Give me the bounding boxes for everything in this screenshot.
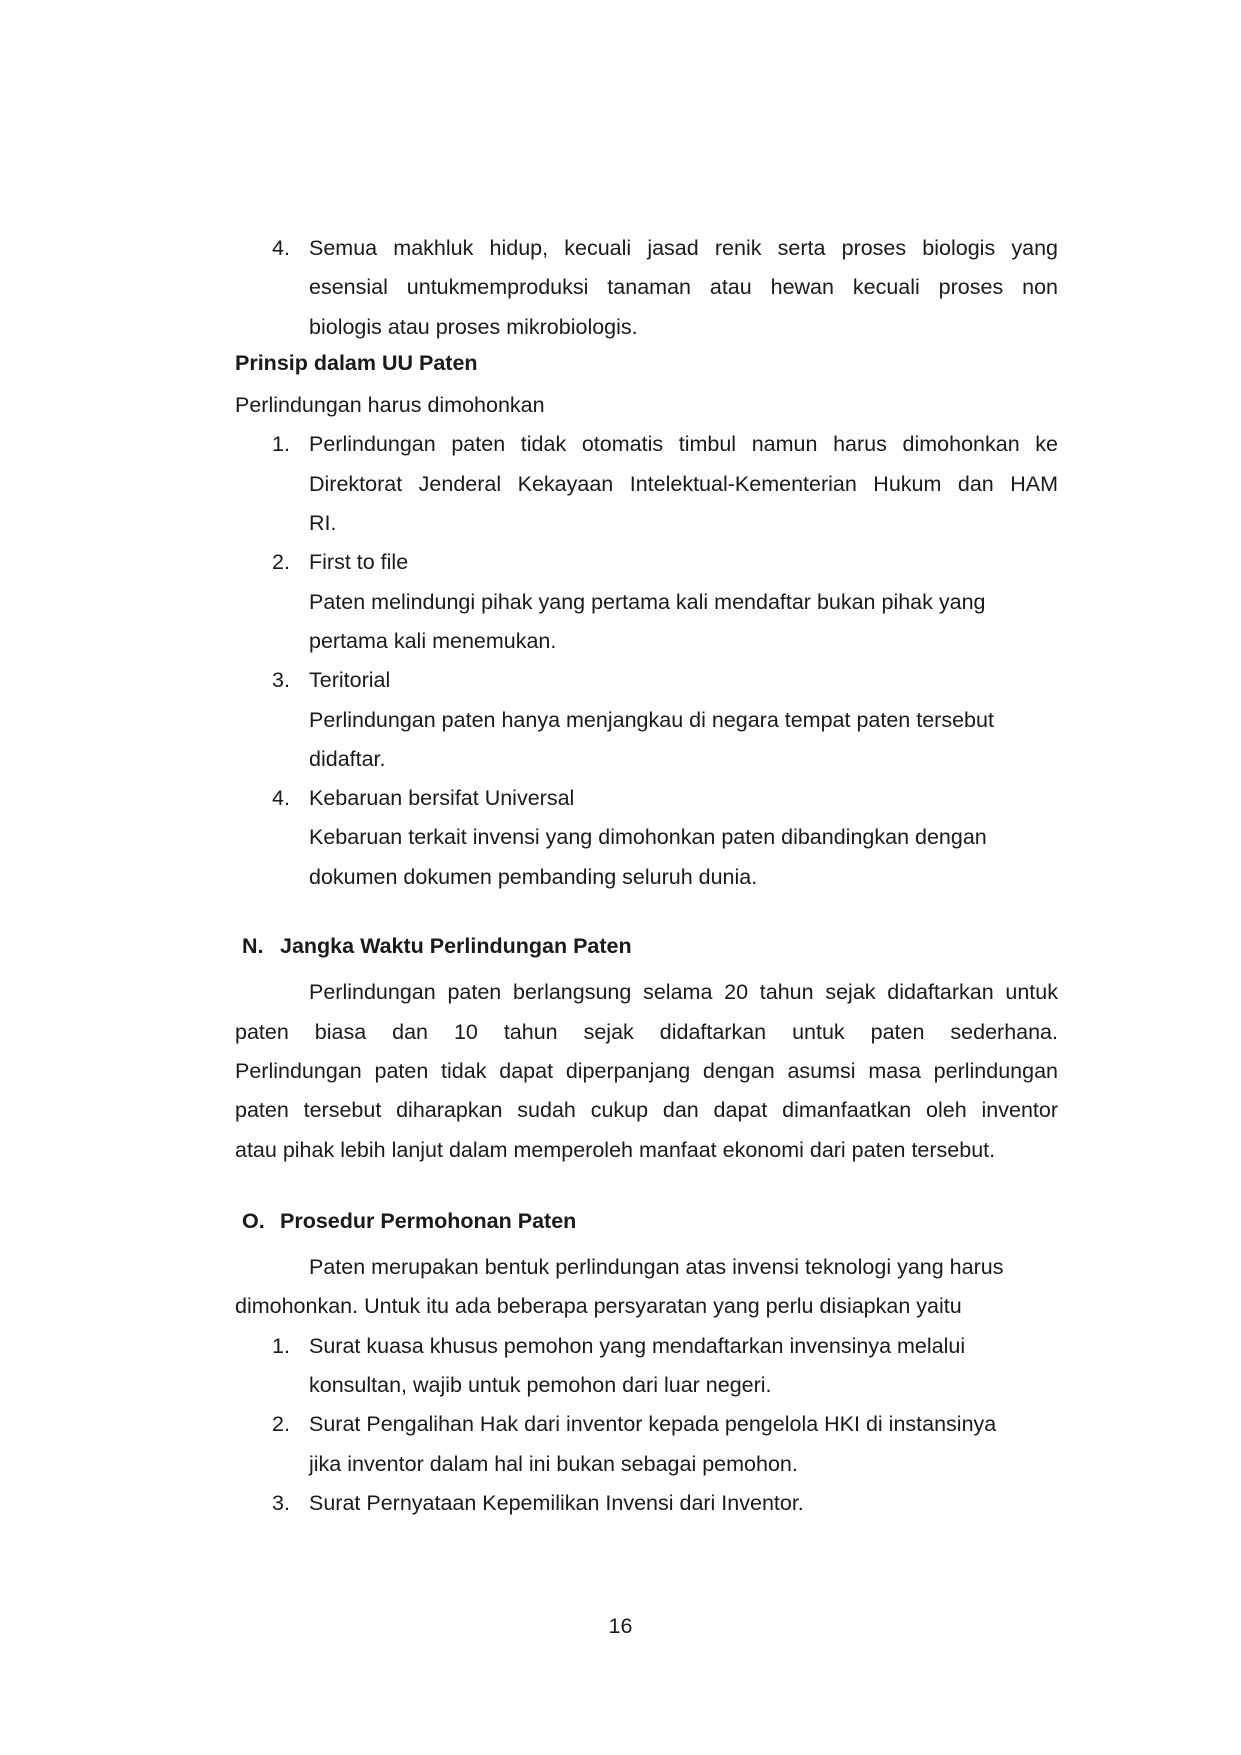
list-number: 2. — [272, 550, 290, 575]
prinsip-list — [235, 425, 1058, 897]
text-line: atau pihak lebih lanjut dalam memperoleh manfaat ekonomi dari paten tersebut. — [235, 1137, 996, 1162]
text-line: biologis atau proses mikrobiologis. — [309, 314, 638, 339]
list-item — [235, 425, 1058, 543]
section-title: Prosedur Permohonan Paten — [280, 1208, 577, 1233]
text-line: Semua makhluk hidup, kecuali jasad renik serta proses biologis yang — [309, 236, 1058, 260]
text-line: Perlindungan paten tidak dapat diperpanjang dengan asumsi masa perlindungan — [235, 1058, 1058, 1083]
list-number: 1. — [272, 1333, 290, 1358]
list-number: 2. — [272, 1412, 290, 1437]
text-line: Surat Pengalihan Hak dari inventor kepada pengelola HKI di instansinya — [309, 1412, 997, 1437]
text-line: dokumen dokumen pembanding seluruh dunia. — [309, 864, 758, 889]
list-item — [235, 229, 1058, 347]
section-n-heading — [235, 927, 1058, 966]
page-content — [235, 229, 1058, 1523]
section-n-body — [235, 973, 1058, 1169]
text-line: esensial untukmemproduksi tanaman atau hewan kecuali proses non — [309, 275, 1058, 300]
text-line: Paten melindungi pihak yang pertama kali mendaftar bukan pihak yang — [309, 589, 986, 614]
text-line: Direktorat Jenderal Kekayaan Intelektual-Kementerian Hukum dan HAM — [309, 471, 1058, 496]
spacer — [235, 1170, 1058, 1202]
list-item — [235, 1484, 1058, 1523]
list-number: 4. — [272, 786, 290, 811]
section-letter: O. — [242, 1208, 265, 1233]
text-line: Kebaruan terkait invensi yang dimohonkan paten dibandingkan dengan — [309, 825, 987, 850]
prinsip-subheading: Perlindungan harus dimohonkan — [235, 393, 545, 418]
list-item — [235, 661, 1058, 779]
list-item — [235, 1327, 1058, 1406]
text-line: jika inventor dalam hal ini bukan sebagai pemohon. — [309, 1451, 798, 1476]
text-line: paten tersebut diharapkan sudah cukup dan dapat dimanfaatkan oleh inventor — [235, 1098, 1058, 1123]
list-item — [235, 779, 1058, 897]
text-line: Surat kuasa khusus pemohon yang mendaftarkan invensinya melalui — [309, 1333, 966, 1358]
text-line: Perlindungan paten hanya menjangkau di negara tempat paten tersebut — [309, 707, 994, 732]
list-item — [235, 543, 1058, 661]
spacer — [235, 897, 1058, 927]
text-line: pertama kali menemukan. — [309, 628, 557, 653]
list-number: 3. — [272, 668, 290, 693]
list-number: 3. — [272, 1490, 290, 1515]
requirements-list — [235, 1327, 1058, 1523]
text-line: dimohonkan. Untuk itu ada beberapa persyaratan yang perlu disiapkan yaitu — [235, 1294, 962, 1319]
list-item — [235, 1405, 1058, 1484]
text-line: didaftar. — [309, 746, 386, 771]
list-number: 1. — [272, 432, 290, 457]
exclusion-list — [235, 229, 1058, 347]
text-line: Paten merupakan bentuk perlindungan atas invensi teknologi yang harus — [309, 1255, 1004, 1280]
prinsip-heading: Prinsip dalam UU Paten — [235, 350, 478, 375]
list-item-title: Teritorial — [309, 668, 391, 693]
text-line: Perlindungan paten tidak otomatis timbul namun harus dimohonkan ke — [309, 432, 1058, 457]
list-item-title: First to file — [309, 550, 409, 575]
section-letter: N. — [242, 934, 264, 959]
text-line: konsultan, wajib untuk pemohon dari luar negeri. — [309, 1373, 772, 1398]
section-o-heading — [235, 1202, 1058, 1241]
page-number: 16 — [608, 1614, 633, 1638]
section-title: Jangka Waktu Perlindungan Paten — [280, 934, 632, 959]
list-item-title: Kebaruan bersifat Universal — [309, 786, 575, 811]
text-line: Surat Pernyataan Kepemilikan Invensi dari Inventor. — [309, 1490, 804, 1515]
text-line: paten biasa dan 10 tahun sejak didaftarkan untuk paten sederhana. — [235, 1019, 1058, 1044]
text-line: Perlindungan paten berlangsung selama 20 tahun sejak didaftarkan untuk — [309, 980, 1058, 1005]
list-number: 4. — [272, 236, 290, 260]
text-line: RI. — [309, 511, 337, 536]
section-o-body — [235, 1248, 1058, 1327]
